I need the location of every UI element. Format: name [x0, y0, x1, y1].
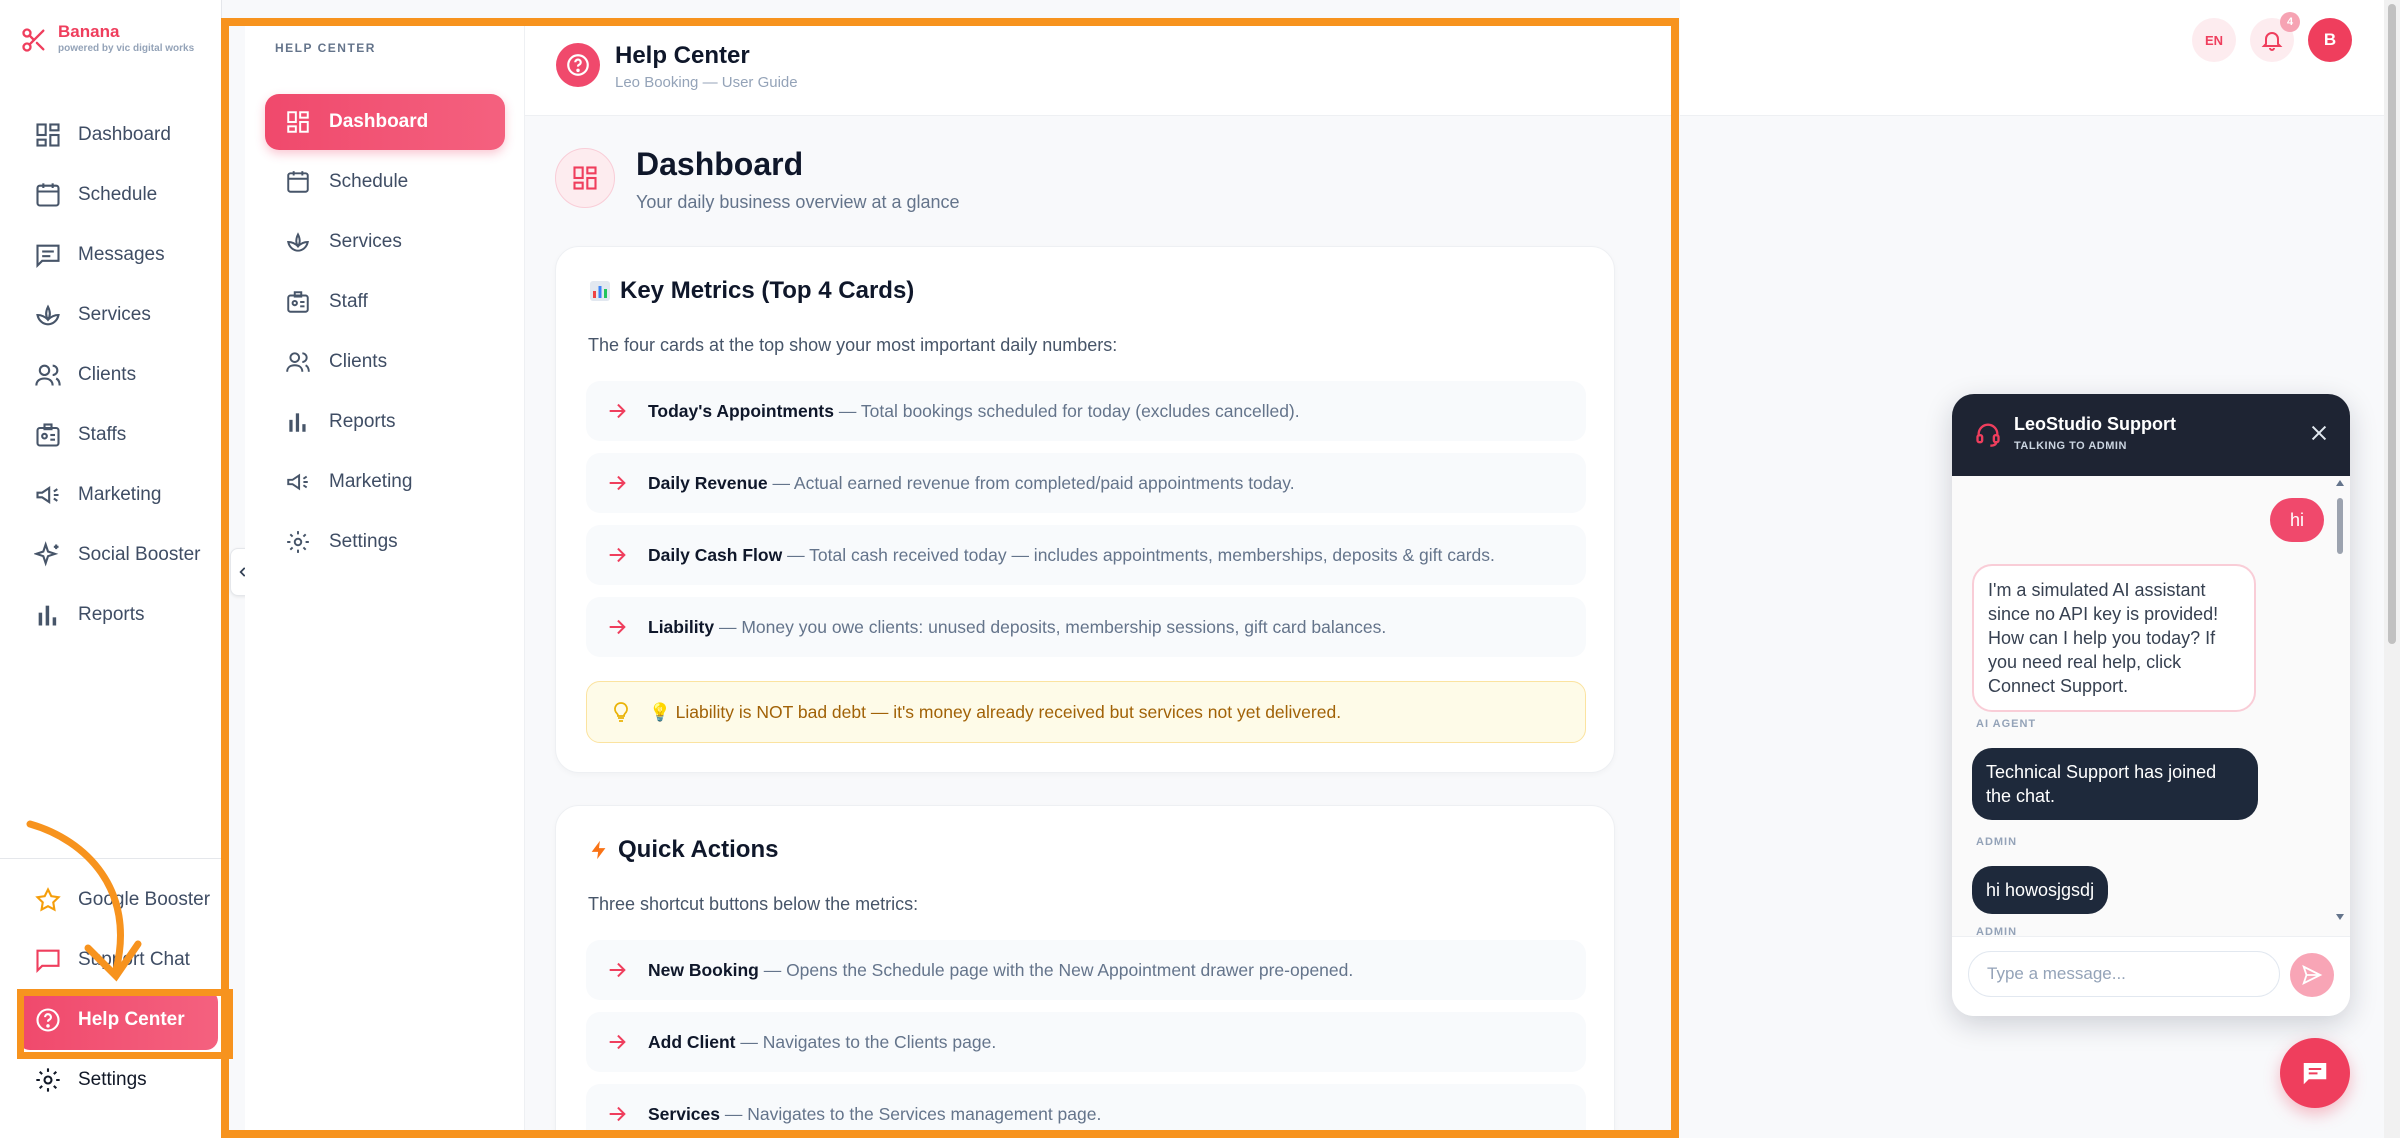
metric-description: — Total bookings scheduled for today (excludes cancelled).: [833, 400, 1300, 421]
help-circle-icon: [34, 1006, 62, 1034]
dashboard-icon: [285, 109, 311, 135]
help-center-sidebar-title: HELP CENTER: [275, 41, 376, 55]
bar-chart-icon: [285, 409, 311, 435]
chat-send-button[interactable]: [2290, 953, 2334, 997]
card-description: The four cards at the top show your most important daily numbers:: [588, 335, 1118, 355]
calendar-icon: [34, 181, 62, 209]
lightning-icon: [588, 838, 610, 862]
lotus-icon: [285, 229, 311, 255]
nav-label: Schedule: [78, 184, 158, 205]
metric-row: [586, 453, 1586, 513]
hc-item-dashboard[interactable]: [265, 94, 505, 150]
help-circle-icon: [556, 43, 600, 87]
chat-messages[interactable]: [1952, 476, 2350, 936]
lotus-icon: [34, 301, 62, 329]
chat-close-button[interactable]: [2304, 418, 2334, 448]
dashboard-icon: [555, 148, 615, 208]
bar-chart-emoji-icon: [588, 279, 612, 303]
action-description: — Opens the Schedule page with the New Appointment drawer pre-opened.: [758, 959, 1354, 980]
metric-text: [648, 545, 1495, 566]
lightbulb-icon: [609, 700, 633, 724]
nav-label: Marketing: [78, 484, 162, 505]
chat-title: LeoStudio Support: [2014, 414, 2176, 434]
brand-logo[interactable]: [20, 22, 194, 55]
nav-item-help-center[interactable]: [18, 990, 218, 1050]
card-title-text: Key Metrics (Top 4 Cards): [620, 277, 915, 304]
nav-label: Dashboard: [78, 124, 171, 145]
open-chat-button[interactable]: [2280, 1038, 2350, 1108]
arrow-right-icon: [606, 959, 628, 981]
main-sidebar: [0, 0, 222, 1138]
action-term: Services: [648, 1103, 721, 1124]
user-avatar[interactable]: B: [2308, 18, 2352, 62]
action-row: [586, 940, 1586, 1000]
page-header-subtitle: Leo Booking — User Guide: [615, 74, 798, 91]
chat-scrollbar[interactable]: [2336, 480, 2344, 920]
key-metrics-card: [555, 246, 1615, 773]
metric-row: [586, 381, 1586, 441]
action-term: Add Client: [648, 1031, 736, 1052]
help-center-sidebar: [245, 26, 525, 1138]
hc-item-label: Dashboard: [329, 111, 429, 132]
arrow-right-icon: [606, 1103, 628, 1125]
metric-text: [648, 473, 1295, 494]
nav-item-reports[interactable]: [18, 585, 208, 645]
page-title: Dashboard: [636, 146, 804, 182]
nav-item-google-booster[interactable]: [18, 870, 218, 930]
arrow-right-icon: [606, 1031, 628, 1053]
admin-message: Technical Support has joined the chat.: [1972, 748, 2258, 820]
action-text: [648, 1104, 1101, 1125]
page-header-title: Help Center: [615, 42, 750, 69]
sparkle-icon: [34, 541, 62, 569]
hc-item-schedule[interactable]: [265, 154, 505, 210]
chat-status: TALKING TO ADMIN: [2014, 440, 2127, 452]
megaphone-icon: [34, 481, 62, 509]
metric-term: Liability: [648, 616, 715, 637]
megaphone-icon: [285, 469, 311, 495]
nav-label: Help Center: [78, 1009, 185, 1030]
hc-item-services[interactable]: [265, 214, 505, 270]
metric-row: [586, 597, 1586, 657]
help-content: [525, 116, 1671, 1132]
badge-icon: [34, 421, 62, 449]
hc-item-label: Clients: [329, 351, 388, 372]
brand-subtitle: powered by vic digital works: [58, 43, 195, 54]
ai-message: I'm a simulated AI assistant since no API key is provided! How can I help you today? If you need real help, click Connect Support.: [1972, 564, 2256, 712]
action-text: [648, 1032, 996, 1053]
arrow-right-icon: [606, 400, 628, 422]
gear-icon: [34, 1066, 62, 1094]
nav-label: Google Booster: [78, 889, 211, 910]
metric-text: [648, 617, 1386, 638]
nav-item-marketing[interactable]: [18, 465, 208, 525]
message-sender-label: ADMIN: [1976, 836, 2018, 848]
action-row: [586, 1012, 1586, 1072]
chat-composer: [1952, 936, 2350, 1016]
action-text: [648, 960, 1353, 981]
nav-item-social-booster[interactable]: [18, 525, 208, 585]
hc-item-clients[interactable]: [265, 334, 505, 390]
nav-label: Staffs: [78, 424, 127, 445]
nav-item-support-chat[interactable]: [18, 930, 218, 990]
bottom-nav: [18, 870, 218, 1110]
hc-item-settings[interactable]: [265, 514, 505, 570]
sidebar-divider: [0, 858, 222, 859]
card-title: [588, 836, 778, 864]
metric-description: — Total cash received today — includes appointments, memberships, deposits & gift cards.: [782, 544, 1495, 565]
card-title: [588, 277, 914, 305]
metric-description: — Money you owe clients: unused deposits, membership sessions, gift card balances.: [714, 616, 1387, 637]
nav-item-clients[interactable]: [18, 345, 208, 405]
chat-message-input[interactable]: [1968, 951, 2280, 997]
action-description: — Navigates to the Clients page.: [735, 1031, 997, 1052]
support-chat-widget: [1952, 394, 2350, 1016]
metric-term: Today's Appointments: [648, 400, 834, 421]
metric-term: Daily Cash Flow: [648, 544, 783, 565]
bar-chart-icon: [34, 601, 62, 629]
card-description: Three shortcut buttons below the metrics:: [588, 894, 919, 914]
admin-message: hi howosjgsdj: [1972, 866, 2108, 914]
nav-item-services[interactable]: [18, 285, 208, 345]
tip-box: [586, 681, 1586, 743]
nav-label: Clients: [78, 364, 137, 385]
chat-bubble-icon: [34, 946, 62, 974]
hc-item-marketing[interactable]: [265, 454, 505, 510]
user-message: hi: [2270, 498, 2324, 542]
main-nav: [18, 105, 208, 645]
star-icon: [34, 886, 62, 914]
message-icon: [34, 241, 62, 269]
metric-row: [586, 525, 1586, 585]
page-scrollbar-thumb[interactable]: [2388, 4, 2396, 644]
users-icon: [285, 349, 311, 375]
message-sender-label: AI AGENT: [1976, 718, 2037, 730]
quick-actions-card: [555, 805, 1615, 1132]
nav-item-dashboard[interactable]: [18, 105, 208, 165]
headset-icon: [1974, 420, 2002, 448]
action-row: [586, 1084, 1586, 1132]
hc-item-label: Staff: [329, 291, 368, 312]
help-center-nav: [265, 94, 505, 574]
nav-item-messages[interactable]: [18, 225, 208, 285]
nav-item-staffs[interactable]: [18, 405, 208, 465]
hc-item-reports[interactable]: [265, 394, 505, 450]
send-icon: [2301, 964, 2323, 986]
arrow-right-icon: [606, 472, 628, 494]
brand-name: Banana: [58, 22, 120, 41]
nav-item-schedule[interactable]: [18, 165, 208, 225]
hc-item-label: Marketing: [329, 471, 413, 492]
gear-icon: [285, 529, 311, 555]
card-title-text: Quick Actions: [618, 836, 779, 863]
message-sender-label: ADMIN: [1976, 926, 2018, 936]
metric-text: [648, 401, 1300, 422]
nav-label: Messages: [78, 244, 165, 265]
hc-item-staff[interactable]: [265, 274, 505, 330]
arrow-right-icon: [606, 544, 628, 566]
nav-label: Support Chat: [78, 949, 190, 970]
page-subtitle: Your daily business overview at a glance: [636, 192, 960, 212]
dashboard-icon: [34, 121, 62, 149]
hc-item-label: Services: [329, 231, 402, 252]
hc-item-label: Schedule: [329, 171, 409, 192]
chat-bubble-icon: [2300, 1058, 2330, 1088]
action-description: — Navigates to the Services management page.: [720, 1103, 1102, 1124]
bell-icon: [2260, 28, 2284, 52]
metric-term: Daily Revenue: [648, 472, 768, 493]
help-center-header: [525, 26, 1671, 116]
users-icon: [34, 361, 62, 389]
notification-count-badge: 4: [2280, 12, 2300, 32]
nav-item-settings[interactable]: [18, 1050, 218, 1110]
nav-label: Reports: [78, 604, 145, 625]
scissors-icon: [20, 26, 48, 54]
nav-label: Settings: [78, 1069, 147, 1090]
metric-description: — Actual earned revenue from completed/paid appointments today.: [767, 472, 1295, 493]
nav-label: Social Booster: [78, 544, 201, 565]
badge-icon: [285, 289, 311, 315]
arrow-right-icon: [606, 616, 628, 638]
language-button[interactable]: EN: [2192, 18, 2236, 62]
hc-item-label: Settings: [329, 531, 398, 552]
nav-label: Services: [78, 304, 151, 325]
close-icon: [2308, 422, 2330, 444]
tip-text: 💡 Liability is NOT bad debt — it's money already received but services not yet delivered.: [649, 701, 1342, 722]
hc-item-label: Reports: [329, 411, 396, 432]
chat-header: [1952, 394, 2350, 476]
calendar-icon: [285, 169, 311, 195]
action-term: New Booking: [648, 959, 759, 980]
